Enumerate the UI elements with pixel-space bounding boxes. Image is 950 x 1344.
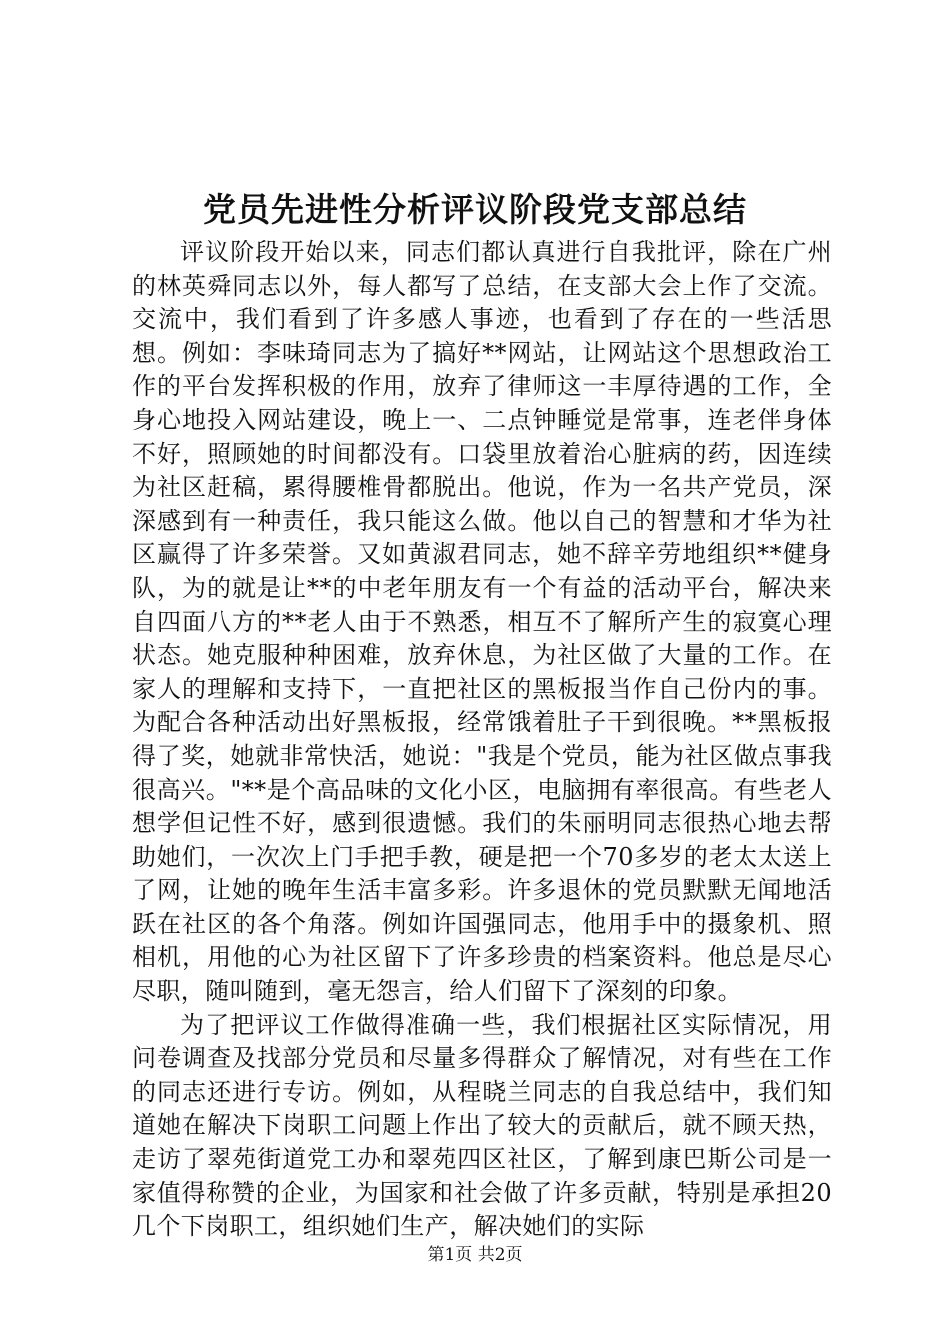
page-footer: 第1页 共2页 bbox=[427, 1245, 523, 1265]
paragraph-1: 评议阶段开始以来，同志们都认真进行自我批评，除在广州的林英舜同志以外，每人都写了总结，在支部大会上作了交流。交流中，我们看到了许多感人事迹，也看到了存在的一些活思想。例如：李味琦同志为了搞好**网站，让网站这个思想政治工作的平台发挥积极的作用，放弃了律师这一丰厚待遇的工作，全身心地投入网站建设，晚上一、二点钟睡觉是常事，连老伴身体不好，照顾她的时间都没有。口袋里放着治心脏病的药，因连续为社区赶稿，累得腰椎骨都脱出。他说，作为一名共产党员，深深感到有一种责任，我只能这么做。他以自己的智慧和才华为社区赢得了许多荣誉。又如黄淑君同志，她不辞辛劳地组织**健身队，为的就是让**的中老年朋友有一个有益的活动平台，解决来自四面八方的**老人由于不熟悉，相互不了解所产生的寂寞心理状态。她克服种种困难，放弃休息，为社区做了大量的工作。在家人的理解和支持下，一直把社区的黑板报当作自己份内的事。为配合各种活动出好黑板报，经常饿着肚子干到很晚。**黑板报得了奖，她就非常快活，她说："我是个党员，能为社区做点事我很高兴。"**是个高品味的文化小区，电脑拥有率很高。有些老人想学但记性不好，感到很遗憾。我们的朱丽明同志很热心地去帮助她们，一次次上门手把手教，硬是把一个70多岁的老太太送上了网，让她的晚年生活丰富多彩。许多退休的党员默默无闻地活跃在社区的各个角落。例如许国强同志，他用手中的摄象机、照相机，用他的心为社区留下了许多珍贵的档案资料。他总是尽心尽职，随叫随到，毫无怨言，给人们留下了深刻的印象。 bbox=[132, 238, 832, 1006]
document-title: 党员先进性分析评议阶段党支部总结 bbox=[203, 190, 747, 229]
document-body bbox=[132, 236, 832, 1244]
paragraph-2: 为了把评议工作做得准确一些，我们根据社区实际情况，用问卷调查及找部分党员和尽量多得群众了解情况，对有些在工作的同志还进行专访。例如，从程晓兰同志的自我总结中，我们知道她在解决下岗职工问题上作出了较大的贡献后，就不顾天热，走访了翠苑街道党工办和翠苑四区社区，了解到康巴斯公司是一家值得称赞的企业，为国家和社会做了许多贡献，特别是承担20几个下岗职工，组织她们生产，解决她们的实际 bbox=[132, 1010, 832, 1241]
